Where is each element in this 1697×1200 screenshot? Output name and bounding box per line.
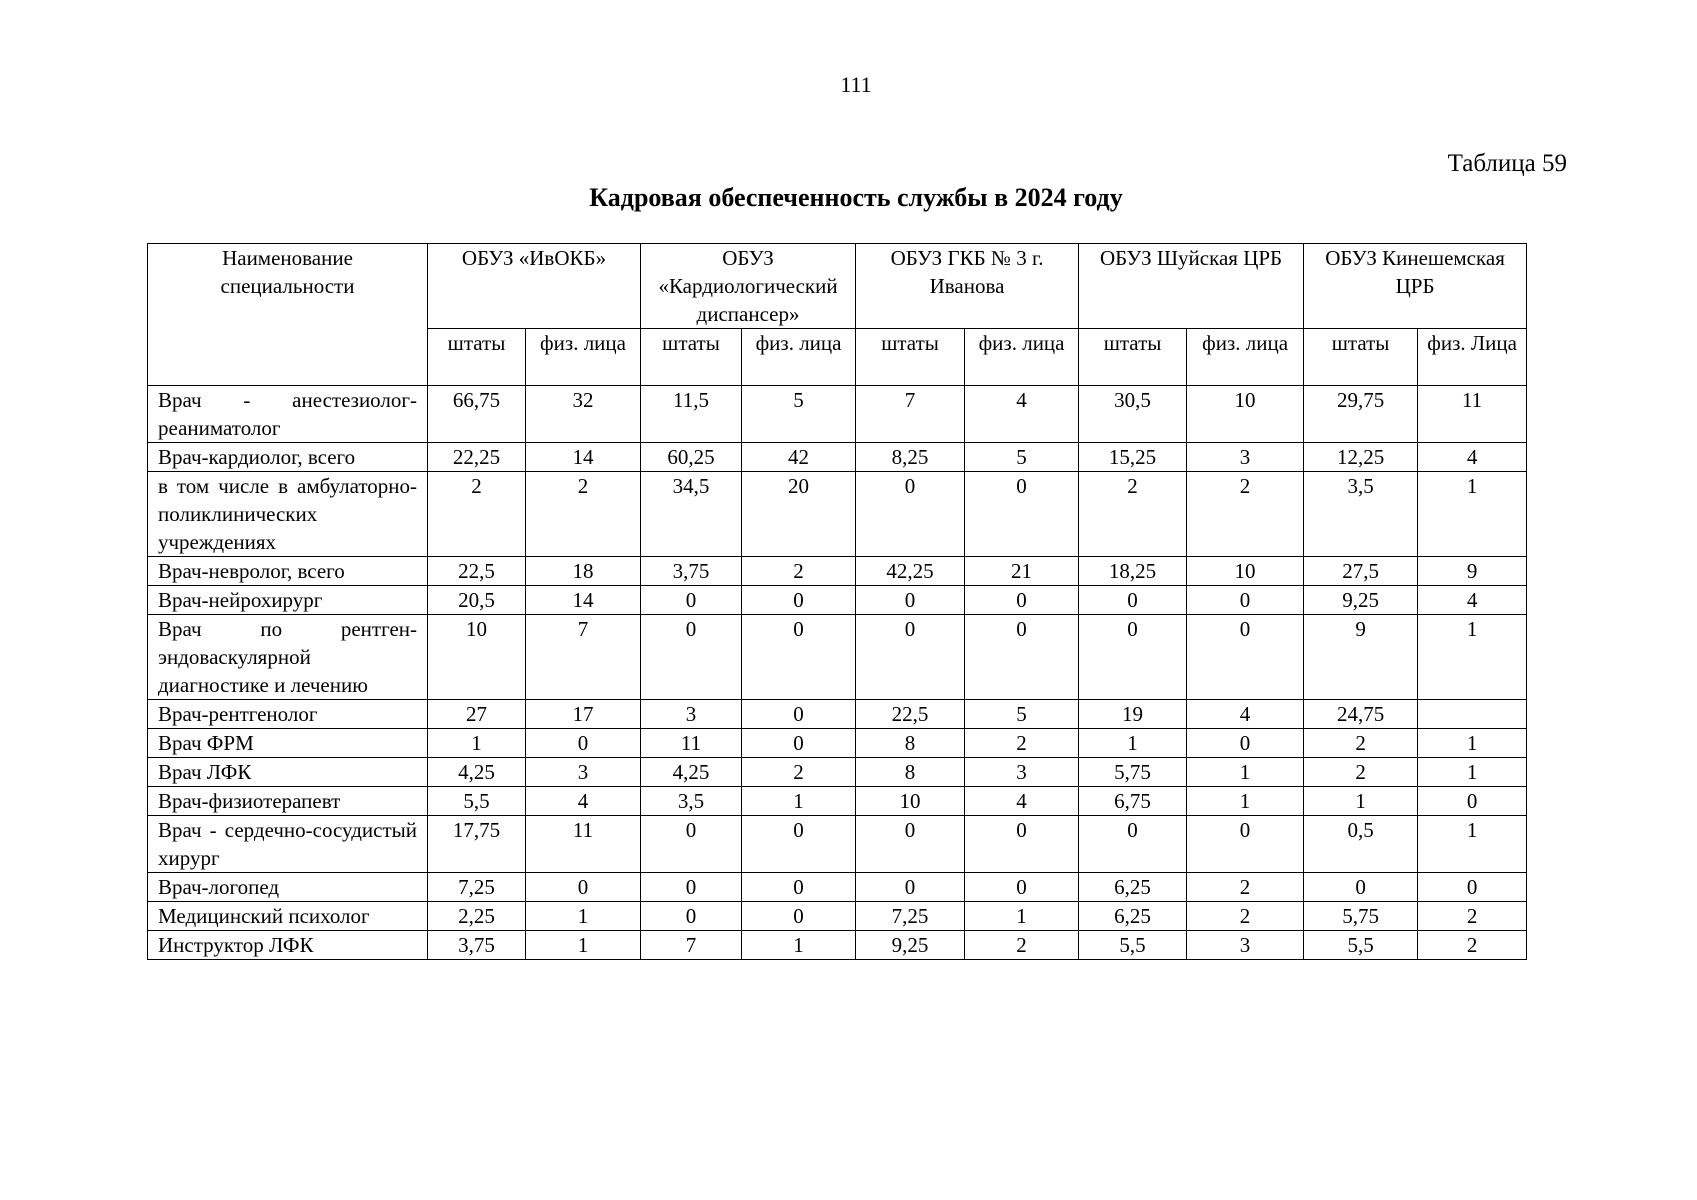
specialty-name: Врач - анестезиолог-реаниматолог — [148, 386, 428, 443]
cell-shtaty: 5,5 — [1079, 931, 1187, 960]
cell-fiz-litsa: 0 — [526, 729, 641, 758]
cell-fiz-litsa: 0 — [965, 873, 1079, 902]
cell-shtaty: 0 — [1079, 586, 1187, 615]
cell-fiz-litsa: 17 — [526, 700, 641, 729]
cell-shtaty: 27 — [428, 700, 526, 729]
cell-shtaty: 0 — [641, 902, 742, 931]
specialty-name: Врач ФРМ — [148, 729, 428, 758]
cell-shtaty: 0 — [856, 472, 965, 557]
cell-shtaty: 29,75 — [1304, 386, 1418, 443]
cell-shtaty: 1 — [1304, 787, 1418, 816]
cell-shtaty: 0 — [641, 816, 742, 873]
cell-fiz-litsa: 0 — [965, 615, 1079, 700]
table-row — [148, 931, 1527, 960]
header-institution: ОБУЗ Кинешемская ЦРБ — [1304, 244, 1527, 329]
header-sub-shtaty: штаты — [856, 329, 965, 386]
cell-fiz-litsa: 21 — [965, 557, 1079, 586]
cell-shtaty: 22,5 — [428, 557, 526, 586]
cell-fiz-litsa: 2 — [1187, 902, 1304, 931]
cell-fiz-litsa: 0 — [1187, 816, 1304, 873]
header-sub-fiz-litsa: физ. лица — [1187, 329, 1304, 386]
header-row-institutions — [148, 244, 1527, 329]
cell-fiz-litsa: 1 — [965, 902, 1079, 931]
table-title: Кадровая обеспеченность службы в 2024 году — [589, 183, 1123, 212]
cell-shtaty: 17,75 — [428, 816, 526, 873]
cell-fiz-litsa: 3 — [965, 758, 1079, 787]
header-sub-fiz-litsa: физ. Лица — [1418, 329, 1527, 386]
cell-fiz-litsa: 3 — [1187, 931, 1304, 960]
cell-shtaty: 42,25 — [856, 557, 965, 586]
cell-shtaty: 3 — [641, 700, 742, 729]
header-sub-shtaty: штаты — [641, 329, 742, 386]
cell-fiz-litsa: 0 — [1187, 615, 1304, 700]
cell-fiz-litsa: 0 — [742, 902, 856, 931]
cell-shtaty: 27,5 — [1304, 557, 1418, 586]
cell-fiz-litsa: 0 — [1418, 787, 1527, 816]
cell-fiz-litsa: 4 — [1418, 443, 1527, 472]
header-sub-fiz-litsa: физ. лица — [526, 329, 641, 386]
specialty-name: Врач-нейрохирург — [148, 586, 428, 615]
cell-shtaty: 10 — [856, 787, 965, 816]
specialty-name: в том числе в амбулаторно-поликлинических учреждениях — [148, 472, 428, 557]
cell-fiz-litsa: 1 — [742, 931, 856, 960]
cell-fiz-litsa: 3 — [1187, 443, 1304, 472]
specialty-name: Медицинский психолог — [148, 902, 428, 931]
cell-shtaty: 2,25 — [428, 902, 526, 931]
table-row — [148, 700, 1527, 729]
cell-shtaty: 5,75 — [1304, 902, 1418, 931]
cell-fiz-litsa: 4 — [526, 787, 641, 816]
table-row — [148, 615, 1527, 700]
cell-fiz-litsa: 2 — [1187, 873, 1304, 902]
cell-shtaty: 6,25 — [1079, 902, 1187, 931]
cell-shtaty: 6,25 — [1079, 873, 1187, 902]
cell-shtaty: 12,25 — [1304, 443, 1418, 472]
table-row — [148, 758, 1527, 787]
cell-shtaty: 5,5 — [428, 787, 526, 816]
cell-fiz-litsa: 3 — [526, 758, 641, 787]
cell-fiz-litsa: 7 — [526, 615, 641, 700]
specialty-name: Врач-рентгенолог — [148, 700, 428, 729]
cell-shtaty: 5,5 — [1304, 931, 1418, 960]
cell-shtaty: 7 — [641, 931, 742, 960]
table-row — [148, 729, 1527, 758]
cell-shtaty: 19 — [1079, 700, 1187, 729]
header-sub-fiz-litsa: физ. лица — [742, 329, 856, 386]
cell-shtaty: 2 — [1079, 472, 1187, 557]
page-number: 111 — [840, 72, 872, 97]
cell-fiz-litsa: 0 — [742, 586, 856, 615]
cell-fiz-litsa: 0 — [965, 586, 1079, 615]
cell-shtaty: 11,5 — [641, 386, 742, 443]
cell-fiz-litsa: 0 — [742, 615, 856, 700]
cell-fiz-litsa: 0 — [742, 729, 856, 758]
header-institution: ОБУЗ «ИвОКБ» — [428, 244, 641, 329]
cell-fiz-litsa: 10 — [1187, 557, 1304, 586]
cell-shtaty: 15,25 — [1079, 443, 1187, 472]
specialty-name: Врач - сердечно-сосудистый хирург — [148, 816, 428, 873]
header-sub-shtaty: штаты — [428, 329, 526, 386]
cell-fiz-litsa: 2 — [742, 758, 856, 787]
table-row — [148, 787, 1527, 816]
cell-fiz-litsa: 2 — [526, 472, 641, 557]
cell-shtaty: 66,75 — [428, 386, 526, 443]
cell-shtaty: 0 — [1304, 873, 1418, 902]
cell-fiz-litsa — [1418, 700, 1527, 729]
cell-fiz-litsa: 0 — [1187, 586, 1304, 615]
cell-shtaty: 18,25 — [1079, 557, 1187, 586]
cell-fiz-litsa: 14 — [526, 443, 641, 472]
cell-shtaty: 0 — [1079, 816, 1187, 873]
cell-fiz-litsa: 2 — [742, 557, 856, 586]
table-row — [148, 443, 1527, 472]
cell-fiz-litsa: 1 — [1418, 472, 1527, 557]
header-institution: ОБУЗ Шуйская ЦРБ — [1079, 244, 1304, 329]
cell-shtaty: 0 — [1079, 615, 1187, 700]
cell-shtaty: 4,25 — [641, 758, 742, 787]
cell-fiz-litsa: 1 — [742, 787, 856, 816]
cell-shtaty: 0 — [856, 873, 965, 902]
cell-shtaty: 3,5 — [1304, 472, 1418, 557]
cell-fiz-litsa: 1 — [1418, 758, 1527, 787]
table-row — [148, 586, 1527, 615]
cell-fiz-litsa: 2 — [1418, 931, 1527, 960]
staffing-table — [147, 243, 1527, 960]
cell-fiz-litsa: 11 — [1418, 386, 1527, 443]
cell-fiz-litsa: 2 — [1418, 902, 1527, 931]
cell-shtaty: 1 — [1079, 729, 1187, 758]
specialty-name: Врач-физиотерапевт — [148, 787, 428, 816]
cell-fiz-litsa: 4 — [965, 386, 1079, 443]
table-row — [148, 816, 1527, 873]
header-institution: ОБУЗ ГКБ № 3 г. Иванова — [856, 244, 1079, 329]
cell-fiz-litsa: 0 — [742, 816, 856, 873]
cell-shtaty: 24,75 — [1304, 700, 1418, 729]
cell-shtaty: 2 — [1304, 729, 1418, 758]
cell-fiz-litsa: 42 — [742, 443, 856, 472]
cell-shtaty: 8,25 — [856, 443, 965, 472]
specialty-name: Инструктор ЛФК — [148, 931, 428, 960]
cell-fiz-litsa: 2 — [1187, 472, 1304, 557]
header-institution: ОБУЗ «Кардиологический диспансер» — [641, 244, 856, 329]
cell-shtaty: 5,75 — [1079, 758, 1187, 787]
cell-shtaty: 0 — [856, 615, 965, 700]
cell-shtaty: 6,75 — [1079, 787, 1187, 816]
cell-fiz-litsa: 32 — [526, 386, 641, 443]
cell-fiz-litsa: 5 — [965, 700, 1079, 729]
cell-fiz-litsa: 10 — [1187, 386, 1304, 443]
cell-shtaty: 0 — [856, 586, 965, 615]
header-sub-shtaty: штаты — [1304, 329, 1418, 386]
table-row — [148, 902, 1527, 931]
header-sub-fiz-litsa: физ. лица — [965, 329, 1079, 386]
table-row — [148, 472, 1527, 557]
cell-shtaty: 2 — [1304, 758, 1418, 787]
cell-shtaty: 9,25 — [856, 931, 965, 960]
header-sub-shtaty: штаты — [1079, 329, 1187, 386]
cell-shtaty: 34,5 — [641, 472, 742, 557]
cell-shtaty: 0,5 — [1304, 816, 1418, 873]
cell-fiz-litsa: 0 — [742, 700, 856, 729]
table-row — [148, 873, 1527, 902]
cell-shtaty: 8 — [856, 729, 965, 758]
cell-fiz-litsa: 20 — [742, 472, 856, 557]
cell-fiz-litsa: 11 — [526, 816, 641, 873]
cell-fiz-litsa: 1 — [1187, 787, 1304, 816]
cell-shtaty: 3,75 — [428, 931, 526, 960]
cell-shtaty: 20,5 — [428, 586, 526, 615]
cell-shtaty: 9,25 — [1304, 586, 1418, 615]
cell-fiz-litsa: 18 — [526, 557, 641, 586]
cell-shtaty: 30,5 — [1079, 386, 1187, 443]
cell-shtaty: 22,25 — [428, 443, 526, 472]
cell-shtaty: 8 — [856, 758, 965, 787]
specialty-name: Врач-логопед — [148, 873, 428, 902]
cell-fiz-litsa: 0 — [1187, 729, 1304, 758]
cell-shtaty: 10 — [428, 615, 526, 700]
cell-shtaty: 2 — [428, 472, 526, 557]
cell-fiz-litsa: 9 — [1418, 557, 1527, 586]
cell-fiz-litsa: 1 — [526, 902, 641, 931]
cell-fiz-litsa: 0 — [965, 472, 1079, 557]
cell-fiz-litsa: 1 — [1418, 816, 1527, 873]
cell-shtaty: 11 — [641, 729, 742, 758]
cell-fiz-litsa: 1 — [1187, 758, 1304, 787]
cell-fiz-litsa: 1 — [1418, 729, 1527, 758]
cell-shtaty: 3,75 — [641, 557, 742, 586]
cell-fiz-litsa: 14 — [526, 586, 641, 615]
cell-fiz-litsa: 4 — [1187, 700, 1304, 729]
cell-shtaty: 0 — [641, 615, 742, 700]
cell-shtaty: 7,25 — [428, 873, 526, 902]
cell-fiz-litsa: 2 — [965, 931, 1079, 960]
specialty-name: Врач по рентген-эндоваскулярной диагностике и лечению — [148, 615, 428, 700]
cell-shtaty: 4,25 — [428, 758, 526, 787]
cell-fiz-litsa: 2 — [965, 729, 1079, 758]
cell-fiz-litsa: 0 — [526, 873, 641, 902]
cell-shtaty: 60,25 — [641, 443, 742, 472]
cell-shtaty: 1 — [428, 729, 526, 758]
cell-fiz-litsa: 0 — [1418, 873, 1527, 902]
cell-shtaty: 0 — [641, 586, 742, 615]
cell-fiz-litsa: 5 — [965, 443, 1079, 472]
table-row — [148, 386, 1527, 443]
cell-fiz-litsa: 1 — [1418, 615, 1527, 700]
cell-shtaty: 3,5 — [641, 787, 742, 816]
cell-fiz-litsa: 0 — [742, 873, 856, 902]
cell-fiz-litsa: 1 — [526, 931, 641, 960]
cell-shtaty: 9 — [1304, 615, 1418, 700]
specialty-name: Врач-невролог, всего — [148, 557, 428, 586]
cell-fiz-litsa: 0 — [965, 816, 1079, 873]
header-specialty: Наименование специальности — [148, 244, 428, 386]
table-row — [148, 557, 1527, 586]
cell-fiz-litsa: 4 — [1418, 586, 1527, 615]
cell-shtaty: 0 — [641, 873, 742, 902]
specialty-name: Врач ЛФК — [148, 758, 428, 787]
cell-shtaty: 0 — [856, 816, 965, 873]
cell-fiz-litsa: 4 — [965, 787, 1079, 816]
table-label: Таблица 59 — [1447, 150, 1567, 177]
cell-shtaty: 22,5 — [856, 700, 965, 729]
cell-fiz-litsa: 5 — [742, 386, 856, 443]
specialty-name: Врач-кардиолог, всего — [148, 443, 428, 472]
cell-shtaty: 7,25 — [856, 902, 965, 931]
cell-shtaty: 7 — [856, 386, 965, 443]
